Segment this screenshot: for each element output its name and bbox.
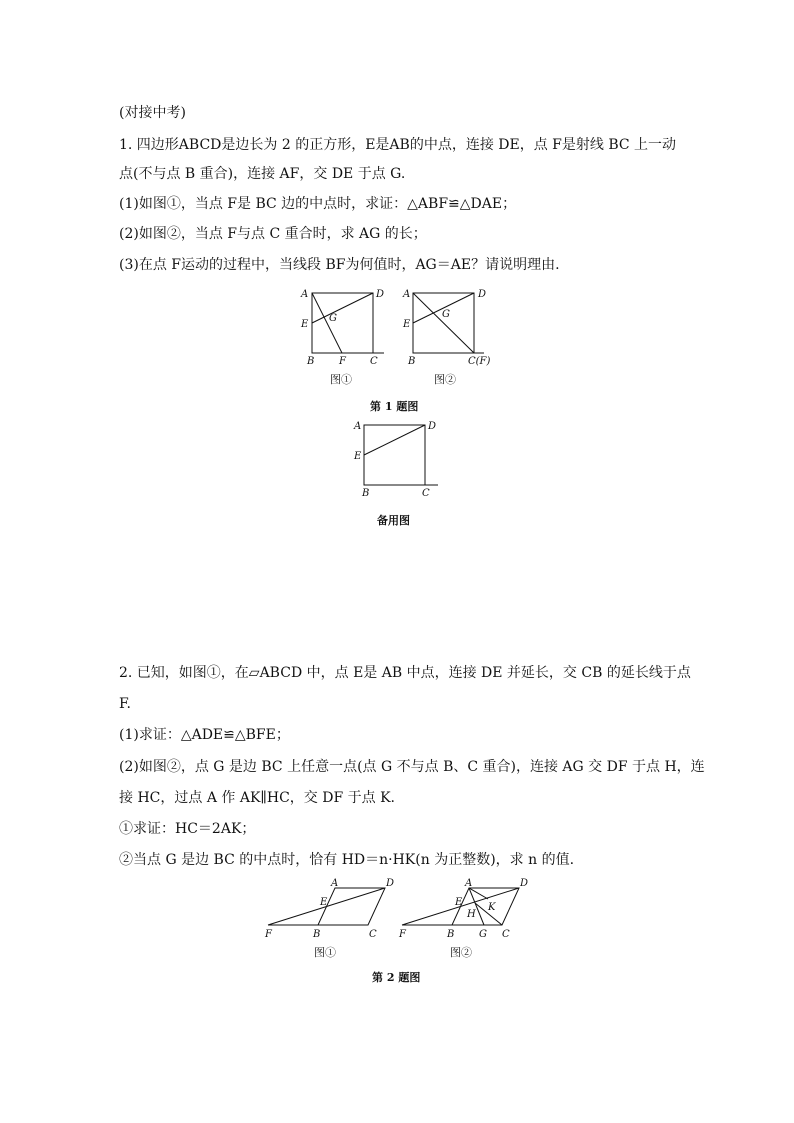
q1-spare-caption: 备用图 — [377, 514, 410, 527]
q2-fig2-segment-ak — [469, 888, 488, 899]
q2-fig2-label-f: F — [399, 929, 406, 940]
q1-line-3: (1)如图①，当点 F是 BC 边的中点时，求证：△ABF≌△DAE； — [119, 196, 517, 212]
q2-fig2-label-h: H — [467, 909, 476, 920]
q2-fig2-caption: 图② — [450, 946, 472, 959]
q2-fig2-label-d: D — [520, 878, 529, 889]
q1-fig1-caption: 图① — [330, 373, 352, 386]
q2-fig2-label-b: B — [447, 929, 455, 940]
q2-line-6: ①求证：HC＝2AK； — [119, 821, 256, 837]
q1-fig2-label-cf: C(F) — [468, 356, 491, 367]
q2-fig2-label-k: K — [488, 902, 496, 913]
q1-line-1: 1. 四边形ABCD是边长为 2 的正方形，E是AB的中点，连接 DE，点 F是射线 BC 上一动 — [119, 137, 677, 153]
q1-group-caption: 第 1 题图 — [370, 400, 419, 413]
q2-fig1-label-d: D — [386, 878, 395, 889]
q1-fig1-label-b: B — [307, 356, 315, 367]
q2-line-4: (2)如图②，点 G 是边 BC 上任意一点(点 G 不与点 B、C 重合)，连接 AG 交 DF 于点 H，连 — [119, 759, 705, 775]
q1-line-2: 点(不与点 B 重合)，连接 AF，交 DE 于点 G. — [119, 166, 406, 182]
q1-spare-label-a: A — [354, 421, 362, 432]
q1-spare-label-c: C — [422, 488, 430, 499]
q2-fig1-label-f: F — [265, 929, 272, 940]
q2-fig2-label-e: E — [455, 897, 463, 908]
section-header: (对接中考) — [119, 105, 186, 121]
q2-fig2-label-c: C — [502, 929, 510, 940]
q2-line-3: (1)求证：△ADE≌△BFE； — [119, 727, 290, 743]
q2-fig2-label-a: A — [465, 878, 473, 889]
q1-fig1-label-e: E — [301, 319, 309, 330]
q2-fig1-label-b: B — [313, 929, 321, 940]
q1-line-4: (2)如图②，当点 F与点 C 重合时，求 AG 的长； — [119, 226, 427, 242]
q1-fig1-label-f: F — [339, 356, 346, 367]
q2-line-5: 接 HC，过点 A 作 AK∥HC，交 DF 于点 K. — [119, 790, 395, 806]
q1-spare-label-e: E — [354, 451, 362, 462]
q2-group-caption: 第 2 题图 — [372, 971, 421, 984]
q1-fig1-label-c: C — [370, 356, 378, 367]
q1-fig1-label-g: G — [329, 313, 337, 324]
q1-fig2-label-g: G — [442, 309, 450, 320]
q2-line-1: 2. 已知，如图①，在▱ABCD 中，点 E是 AB 中点，连接 DE 并延长，交 CB 的延长线于点 — [119, 665, 691, 681]
q1-fig1-label-a: A — [301, 289, 309, 300]
q1-fig2-label-b: B — [408, 356, 416, 367]
q1-fig2-label-a: A — [403, 289, 411, 300]
q1-fig1-label-d: D — [376, 289, 385, 300]
q1-fig2-label-e: E — [403, 319, 411, 330]
q2-fig2-label-g: G — [479, 929, 487, 940]
q2-line-2: F. — [119, 696, 131, 712]
q1-spare-label-d: D — [428, 421, 437, 432]
q1-spare-label-b: B — [362, 488, 370, 499]
q2-fig1-label-c: C — [369, 929, 377, 940]
q1-fig2-label-d: D — [478, 289, 487, 300]
q1-line-5: (3)在点 F运动的过程中，当线段 BF为何值时，AG＝AE？请说明理由. — [119, 257, 560, 273]
q2-line-7: ②当点 G 是边 BC 的中点时，恰有 HD＝n·HK(n 为正整数)，求 n 的值. — [119, 852, 575, 868]
q1-fig2-caption: 图② — [434, 373, 456, 386]
q2-fig1-label-e: E — [320, 897, 328, 908]
q2-fig1-label-a: A — [331, 878, 339, 889]
q2-fig1-caption: 图① — [314, 946, 336, 959]
